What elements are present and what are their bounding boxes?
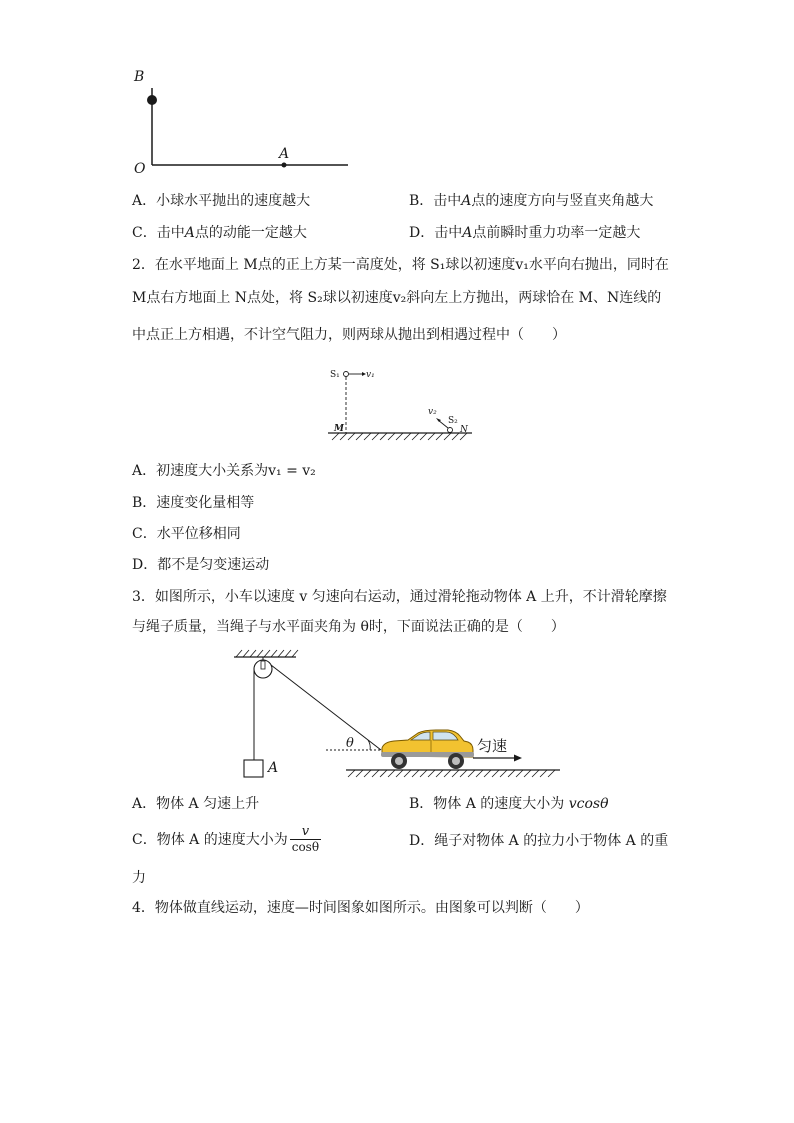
q3-option-d [409,831,668,851]
q2-stem-line-3: 中点正上方相遇，不计空气阻力，则两球从抛出到相遇过程中（ ） [132,327,566,343]
q3-option-d-continuation: 力 [132,870,146,886]
q1-option-c-prefix: C．击中 [132,225,185,241]
theta-label: θ [346,736,354,751]
ball-at-b [147,95,157,105]
fraction-numerator: v [301,824,310,839]
ceiling-hatching [236,650,298,657]
q3-option-b [409,794,609,814]
q1-option-c-suffix: 点的动能一定越大 [194,225,307,241]
figure-two-balls [322,362,477,442]
q3-option-d-text: D．绳子对物体 A 的拉力小于物体 A 的重 [409,833,669,849]
q1-option-b-prefix: B．击中 [409,193,462,209]
s1-ball [344,372,349,377]
fraction-denominator: cosθ [291,840,320,854]
m-label: M [334,424,344,434]
q1-option-b-suffix: 点的速度方向与竖直夹角越大 [471,193,654,209]
q1-option-d-var: A [462,225,473,241]
q3-stem-line-2: 与绳子质量，当绳子与水平面夹角为 θ时，下面说法正确的是（ ） [132,619,565,635]
q3-option-c-fraction [290,825,321,855]
point-a-dot [282,163,287,168]
n-label: N [460,425,468,435]
q3-stem-line-1: 3．如图所示，小车以速度 v 匀速向右运动，通过滑轮拖动物体 A 上升，不计滑轮摩擦 [132,589,667,605]
label-b: B [134,69,145,85]
q1-option-b-var: A [461,193,472,209]
q2-stem-line-2: M点右方地面上 N点处，将 S₂球以初速度v₂斜向左上方抛出，两球恰在 M、N连线的 [132,290,662,306]
label-o: O [134,161,146,177]
q3-option-b-prefix: B．物体 A 的速度大小为 [409,796,569,812]
rope-slanted [271,665,381,750]
s1-label: S₁ [330,370,340,380]
q3-option-a [132,794,259,814]
v2-label: v₂ [428,407,437,417]
q4-stem-line-1: 4．物体做直线运动，速度—时间图象如图所示。由图象可以判断（ ） [132,900,589,916]
block-a [244,760,263,777]
figure-pulley-car [228,644,568,784]
q1-option-b [409,191,653,211]
v1-label: v₁ [366,370,375,380]
q1-option-a-text: A．小球水平抛出的速度越大 [132,193,311,209]
q1-option-d [409,223,640,243]
q3-option-c-prefix: C．物体 A 的速度大小为 [132,832,288,848]
s2-label: S₂ [448,416,458,426]
s2-ball [448,428,453,433]
q3-option-c [132,825,321,855]
uniform-label: 匀速 [477,737,508,755]
q2-option-c: C．水平位移相同 [132,526,241,542]
q3-option-a-text: A．物体 A 匀速上升 [132,796,260,812]
q2-option-d: D．都不是匀变速运动 [132,557,270,573]
figure-projectile-axes [128,64,358,180]
q2-stem-line-1: 2．在水平地面上 M点的正上方某一高度处，将 S₁球以初速度v₁水平向右抛出，同时在 [132,257,669,273]
q1-option-a [132,191,310,211]
car-icon [381,730,474,769]
label-a: A [279,146,290,162]
q1-option-d-suffix: 点前瞬时重力功率一定越大 [472,225,641,241]
ground-hatching [332,433,467,440]
ground-hatching [348,770,555,777]
q2-option-b: B．速度变化量相等 [132,495,255,511]
q1-option-c-var: A [184,225,195,241]
q1-option-c [132,223,307,243]
q2-option-a: A．初速度大小关系为v₁ = v₂ [132,463,316,479]
pulley-axle [261,661,265,669]
q1-option-d-prefix: D．击中 [409,225,463,241]
block-a-label: A [268,760,279,776]
q3-option-b-expr: vcosθ [568,796,609,812]
